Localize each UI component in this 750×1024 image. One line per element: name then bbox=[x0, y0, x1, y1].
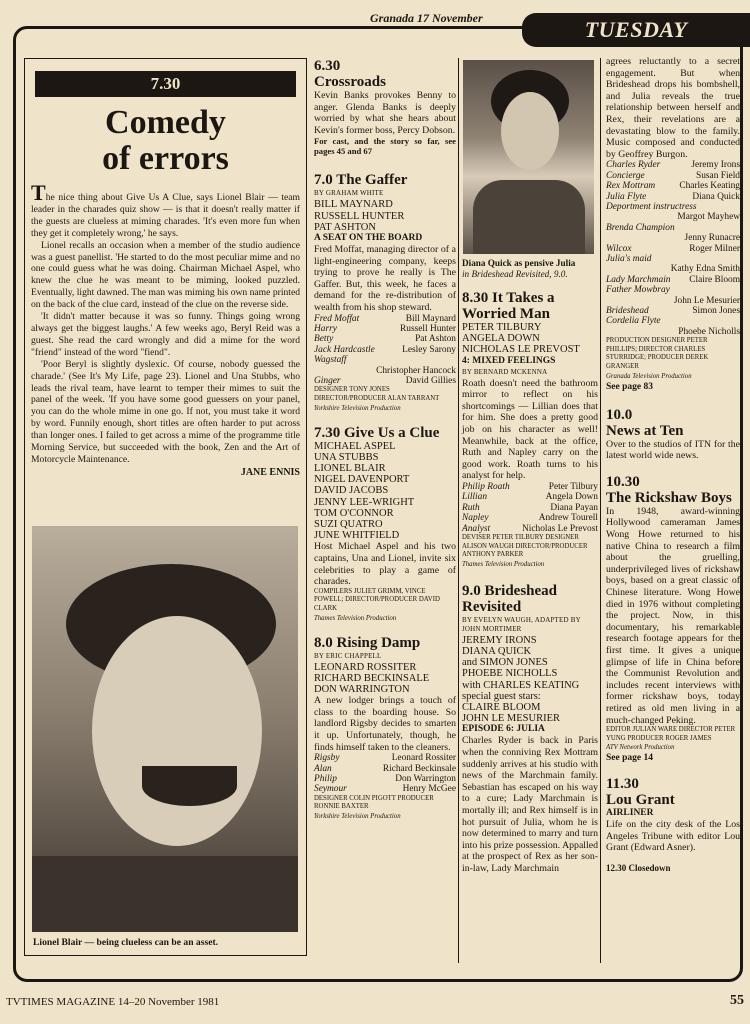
cast-row: Analyst Nicholas Le Prevost bbox=[462, 523, 598, 534]
feature-time: 7.30 bbox=[35, 71, 296, 97]
cast-row: Harry Russell Hunter bbox=[314, 323, 456, 334]
page-number: 55 bbox=[730, 993, 744, 1008]
cast-row: Alan Richard Beckinsale bbox=[314, 763, 456, 774]
feature-box bbox=[24, 58, 307, 956]
rising-damp-body: A new lodger brings a touch of class to the boarding house. So landlord Rigsby decides to smarten it up. Unfortunately, though, he finds himself taken to the cleaners. bbox=[314, 695, 456, 753]
worried-man-star: PETER TILBURY bbox=[462, 322, 542, 333]
cast-row: Kathy Edna Smith bbox=[670, 264, 740, 275]
gaffer-body: Fred Moffat, managing director of a light-engineering company, keeps trying to prove he really is The Gaffer. But, this week, he faces a demand for the re-distribution of wealth from his shop steward. bbox=[314, 243, 456, 313]
gaffer-prodco: Yorkshire Television Production bbox=[314, 404, 401, 412]
cast-row: Philip Don Warrington bbox=[314, 773, 456, 784]
cast-row: Lady Marchmain Claire Bloom bbox=[606, 274, 740, 285]
gaffer-writer: BY GRAHAM WHITE bbox=[314, 189, 384, 198]
cast-row: Julia Flyte Diana Quick bbox=[606, 191, 740, 202]
worried-man-title: 8.30 It Takes a Worried Man bbox=[462, 290, 555, 322]
cast-row: Ruth Diana Payan bbox=[462, 502, 598, 513]
feature-body bbox=[31, 180, 300, 479]
byline: JANE ENNIS bbox=[240, 466, 300, 478]
feature-title-line1: Comedy bbox=[105, 104, 226, 141]
dropcap: T bbox=[31, 180, 46, 205]
gaffer-title: 7.0 The Gaffer bbox=[314, 172, 408, 189]
rising-damp-star: DON WARRINGTON bbox=[314, 683, 410, 695]
clue-star: UNA STUBBS bbox=[314, 451, 379, 463]
news-time: 10.0 bbox=[606, 406, 633, 423]
cast-row: Brideshead Simon Jones bbox=[606, 306, 740, 317]
gaffer-star: RUSSELL HUNTER bbox=[314, 210, 405, 222]
lionel-blair-photo bbox=[32, 526, 298, 932]
brideshead-title: 9.0 Brideshead Revisited bbox=[462, 582, 558, 615]
worried-man-writer: BY BERNARD MCKENNA bbox=[462, 367, 548, 376]
rising-damp-writer: BY ERIC CHAPPELL bbox=[314, 651, 382, 660]
cast-row: Rigsby Leonard Rossiter bbox=[314, 753, 456, 764]
clue-star: NIGEL DAVENPORT bbox=[314, 474, 410, 486]
worried-man-body: Roath doesn't need the bathroom mirror to reflect on his shortcomings — Lillian does that for him. She does a pretty good job on his character as well! Meanwhile, back at the office, Ruth and Napley carry on the good work. Roath turns to his analyst for help. bbox=[462, 377, 598, 482]
clue-prodco: Thames Television Production bbox=[314, 614, 397, 622]
rising-damp-prodco: Yorkshire Television Production bbox=[314, 812, 401, 820]
footer-magazine: TVTIMES MAGAZINE 14–20 November 1981 bbox=[6, 996, 220, 1008]
see-page-83: See page 83 bbox=[606, 381, 653, 392]
cast-row: Julia's maid bbox=[606, 254, 652, 264]
crossroads-body: Kevin Banks provokes Benny to anger. Glenda Banks is deeply worried by what she hears about Kevin's former boss, Percy Dobson. bbox=[314, 90, 456, 136]
news-body: Over to the studios of ITN for the latest world wide news. bbox=[606, 438, 740, 462]
worried-man-episode: 4: MIXED FEELINGS bbox=[462, 355, 556, 366]
rising-damp-star: LEONARD ROSSITER bbox=[314, 661, 417, 673]
clue-body: Host Michael Aspel and his two captains, Una and Lionel, invite six celebrities to play a game of charades. bbox=[314, 541, 456, 588]
gaffer-star: BILL MAYNARD bbox=[314, 199, 393, 211]
worried-man-star: NICHOLAS LE PREVOST bbox=[462, 344, 580, 356]
column-divider bbox=[458, 58, 459, 963]
brideshead-star: and SIMON JONES bbox=[462, 657, 548, 669]
brideshead-credits: PRODUCTION DESIGNER PETER PHILLIPS; DIRECTOR CHARLES STURRIDGE; PRODUCER DEREK GRANGER bbox=[606, 337, 709, 371]
cast-row: Seymour Henry McGee bbox=[314, 784, 456, 795]
worried-man-credits: DEVISER PETER TILBURY DESIGNER ALISON WAUGH DIRECTOR/PRODUCER ANTHONY PARKER bbox=[462, 533, 588, 559]
brideshead-continued: agrees reluctantly to a secret engagement. But when Brideshead drops his bombshell, and Julia reveals the true relationship between herself and Rex, their revelations are a devastating blow to the family. Music composed and conducted by Geoffrey Burgon. bbox=[606, 56, 740, 160]
cast-row: Jack Hardcastle Lesley Sarony bbox=[314, 344, 456, 355]
header-line: Granada 17 November bbox=[370, 11, 483, 25]
feature-title bbox=[25, 105, 306, 177]
news-title: News at Ten bbox=[606, 422, 684, 439]
cast-row: Christopher Hancock bbox=[376, 365, 456, 376]
clue-star: JENNY LEE-WRIGHT bbox=[314, 496, 415, 508]
cast-row: Lillian Angela Down bbox=[462, 492, 598, 503]
column-2 bbox=[314, 58, 456, 821]
rickshaw-prodco: ATV Network Production bbox=[606, 744, 675, 752]
rising-damp-title: 8.0 Rising Damp bbox=[314, 634, 421, 651]
cast-row: Napley Andrew Tourell bbox=[462, 513, 598, 524]
cast-row: Brenda Champion bbox=[606, 222, 675, 233]
cast-row: Ginger David Gillies bbox=[314, 375, 456, 386]
rickshaw-title: The Rickshaw Boys bbox=[606, 489, 732, 506]
diana-caption bbox=[462, 258, 598, 280]
brideshead-writer: BY EVELYN WAUGH, ADAPTED BY JOHN MORTIMER bbox=[462, 615, 581, 633]
brideshead-star: JEREMY IRONS bbox=[462, 634, 537, 646]
lou-grant-time: 11.30 bbox=[606, 776, 639, 793]
feature-photo-caption: Lionel Blair — being clueless can be an asset. bbox=[33, 937, 219, 948]
feature-paragraph: 'Poor Beryl is slightly dyslexic. Of course, nobody guessed the charade.' (See It's My Life, page 23). Lionel and Una Stubbs, who leads the rival team, have learnt to temper their mimes to suit the panel of the week. 'If you have some good guessers on your panel, you can do the whole mime in one go. If not, you must take it word by word. Funnily enough, short titles are often harder to put across than longer ones. I failed to get across a mime of the programme title Morning Service, but succeeded with the book, Zen and the Art of Motorcycle Maintenance. bbox=[31, 358, 300, 465]
cast-row: Deportment instructress bbox=[606, 201, 697, 212]
brideshead-guest: JOHN LE MESURIER bbox=[462, 713, 561, 725]
rickshaw-time: 10.30 bbox=[606, 473, 640, 490]
lou-grant-episode: AIRLINER bbox=[606, 808, 654, 819]
gaffer-episode: A SEAT ON THE BOARD bbox=[314, 232, 423, 243]
cast-row: Fred Moffat Bill Maynard bbox=[314, 313, 456, 324]
feature-title-line2: of errors bbox=[102, 140, 229, 177]
brideshead-star: DIANA QUICK bbox=[462, 645, 532, 657]
diana-caption-bold: Diana Quick as pensive Julia bbox=[462, 258, 576, 268]
clue-star: DAVID JACOBS bbox=[314, 485, 389, 497]
cast-row: Jenny Runacre bbox=[684, 233, 740, 244]
clue-star: JUNE WHITFIELD bbox=[314, 530, 400, 542]
crossroads-time: 6.30 bbox=[314, 58, 341, 74]
feature-paragraph: The nice thing about Give Us A Clue, says Lionel Blair — team leader in the charades quiz show — is that it doesn't really matter if the guests are clueless at miming charades. 'It's even more fun when they get it completely wrong,' he says. bbox=[31, 180, 300, 239]
cast-row: Margot Mayhew bbox=[677, 212, 740, 223]
brideshead-prodco: Granada Television Production bbox=[606, 372, 692, 380]
cast-row: Phoebe Nicholls bbox=[678, 326, 740, 337]
cast-row: Betty Pat Ashton bbox=[314, 334, 456, 345]
column-3 bbox=[462, 290, 598, 875]
clue-star: SUZI QUATRO bbox=[314, 519, 383, 530]
gaffer-star: PAT ASHTON bbox=[314, 221, 376, 233]
cast-row: Philip Roath Peter Tilbury bbox=[462, 481, 598, 492]
clue-star: MICHAEL ASPEL bbox=[314, 440, 396, 452]
brideshead-star: with CHARLES KEATING bbox=[462, 679, 580, 691]
cast-row: John Le Mesurier bbox=[673, 295, 740, 306]
diana-quick-photo bbox=[463, 60, 594, 254]
feature-paragraph: 'It didn't matter because it was so funny. Things going wrong always get the biggest laughs.' A few weeks ago, Beryl Reid was a guest. She read the card wrongly and did a mime for the word "friend" instead of the word "fiend". bbox=[31, 311, 300, 358]
worried-man-prodco: Thames Television Production bbox=[462, 560, 545, 568]
cast-row: Cordelia Flyte bbox=[606, 316, 661, 327]
day-tab: TUESDAY bbox=[522, 13, 750, 47]
cast-row: Father Mowbray bbox=[606, 285, 670, 296]
rickshaw-body: In 1948, award-winning Hollywood cameraman James Wong Howe returned to his native China to research a film about the gruelling, underprivileged lives of rickshaw boys, based on a great classic of Chinese literature. Wong Howe died in 1976 without completing the project. Now, in this documentary, his remarkable research footage appears for the first time. It gives a unique glimpse of life in China before the Communist Revolution and includes recent interviews with former rickshaw boys, today retired as old men living in a much-changed Peking. bbox=[606, 505, 740, 726]
worried-man-star: ANGELA DOWN bbox=[462, 333, 540, 345]
cast-row: Charles Ryder Jeremy Irons bbox=[606, 160, 740, 171]
rickshaw-credits: EDITOR JULIAN WARE DIRECTOR PETER YUNG PRODUCER ROGER JAMES bbox=[606, 726, 736, 742]
clue-title: 7.30 Give Us a Clue bbox=[314, 424, 440, 441]
column-4 bbox=[606, 56, 740, 874]
crossroads-title: Crossroads bbox=[314, 74, 386, 90]
see-page-14: See page 14 bbox=[606, 753, 653, 764]
rising-damp-star: RICHARD BECKINSALE bbox=[314, 672, 430, 684]
cast-row: Concierge Susan Field bbox=[606, 170, 740, 181]
diana-caption-rest: in Brideshead Revisited, 9.0. bbox=[462, 269, 568, 279]
brideshead-body: Charles Ryder is back in Paris when the conniving Rex Mottram suddenly arrives at his studio with news of the Marchmain family. Sebastian has escaped on his way to a cure; Lady Marchmain is mortally ill; and Rex himself is in hot pursuit of Julia, whom he is now determined to marry and turn into his prize possession. Appalled at the prospect of Rex as her son-in-law, Lady Marchmain bbox=[462, 735, 598, 874]
closedown: 12.30 Closedown bbox=[606, 863, 671, 874]
column-divider bbox=[600, 58, 601, 963]
clue-star: LIONEL BLAIR bbox=[314, 462, 386, 474]
gaffer-credits: DESIGNER TONY JONES DIRECTOR/PRODUCER ALAN TARRANT bbox=[314, 386, 440, 402]
brideshead-guest: CLAIRE BLOOM bbox=[462, 701, 541, 713]
lou-grant-body: Life on the city desk of the Los Angeles Tribune with editor Lou Grant (Edward Asner). bbox=[606, 819, 740, 854]
clue-credits: COMPILERS JULIET GRIMM, VINCE POWELL; DIRECTOR/PRODUCER DAVID CLARK bbox=[314, 587, 440, 612]
brideshead-episode: EPISODE 6: JULIA bbox=[462, 724, 545, 735]
clue-star: TOM O'CONNOR bbox=[314, 507, 394, 519]
cast-row: Rex Mottram Charles Keating bbox=[606, 181, 740, 192]
lou-grant-title: Lou Grant bbox=[606, 792, 675, 809]
cast-row: Wagstaff bbox=[314, 355, 347, 366]
brideshead-star: PHOEBE NICHOLLS bbox=[462, 668, 558, 680]
rising-damp-credits: DESIGNER COLIN PIGOTT PRODUCER RONNIE BAXTER bbox=[314, 794, 434, 811]
crossroads-note: For cast, and the story so far, see pages 45 and 67 bbox=[314, 136, 456, 157]
brideshead-guest-label: special guest stars: bbox=[462, 690, 541, 702]
cast-row: Wilcox Roger Milner bbox=[606, 243, 740, 254]
feature-paragraph: Lionel recalls an occasion when a member of the studio audience was a guest panellist. 'He started to do the most peculiar mime and no one could guess what he was doing. Chairman Michael Aspel, who knew the clue he was meant to be miming, looked puzzled. Eventually, light dawned. The man was miming his own name printed on the back of the clue card, instead of the clue on the reverse side. bbox=[31, 239, 300, 311]
